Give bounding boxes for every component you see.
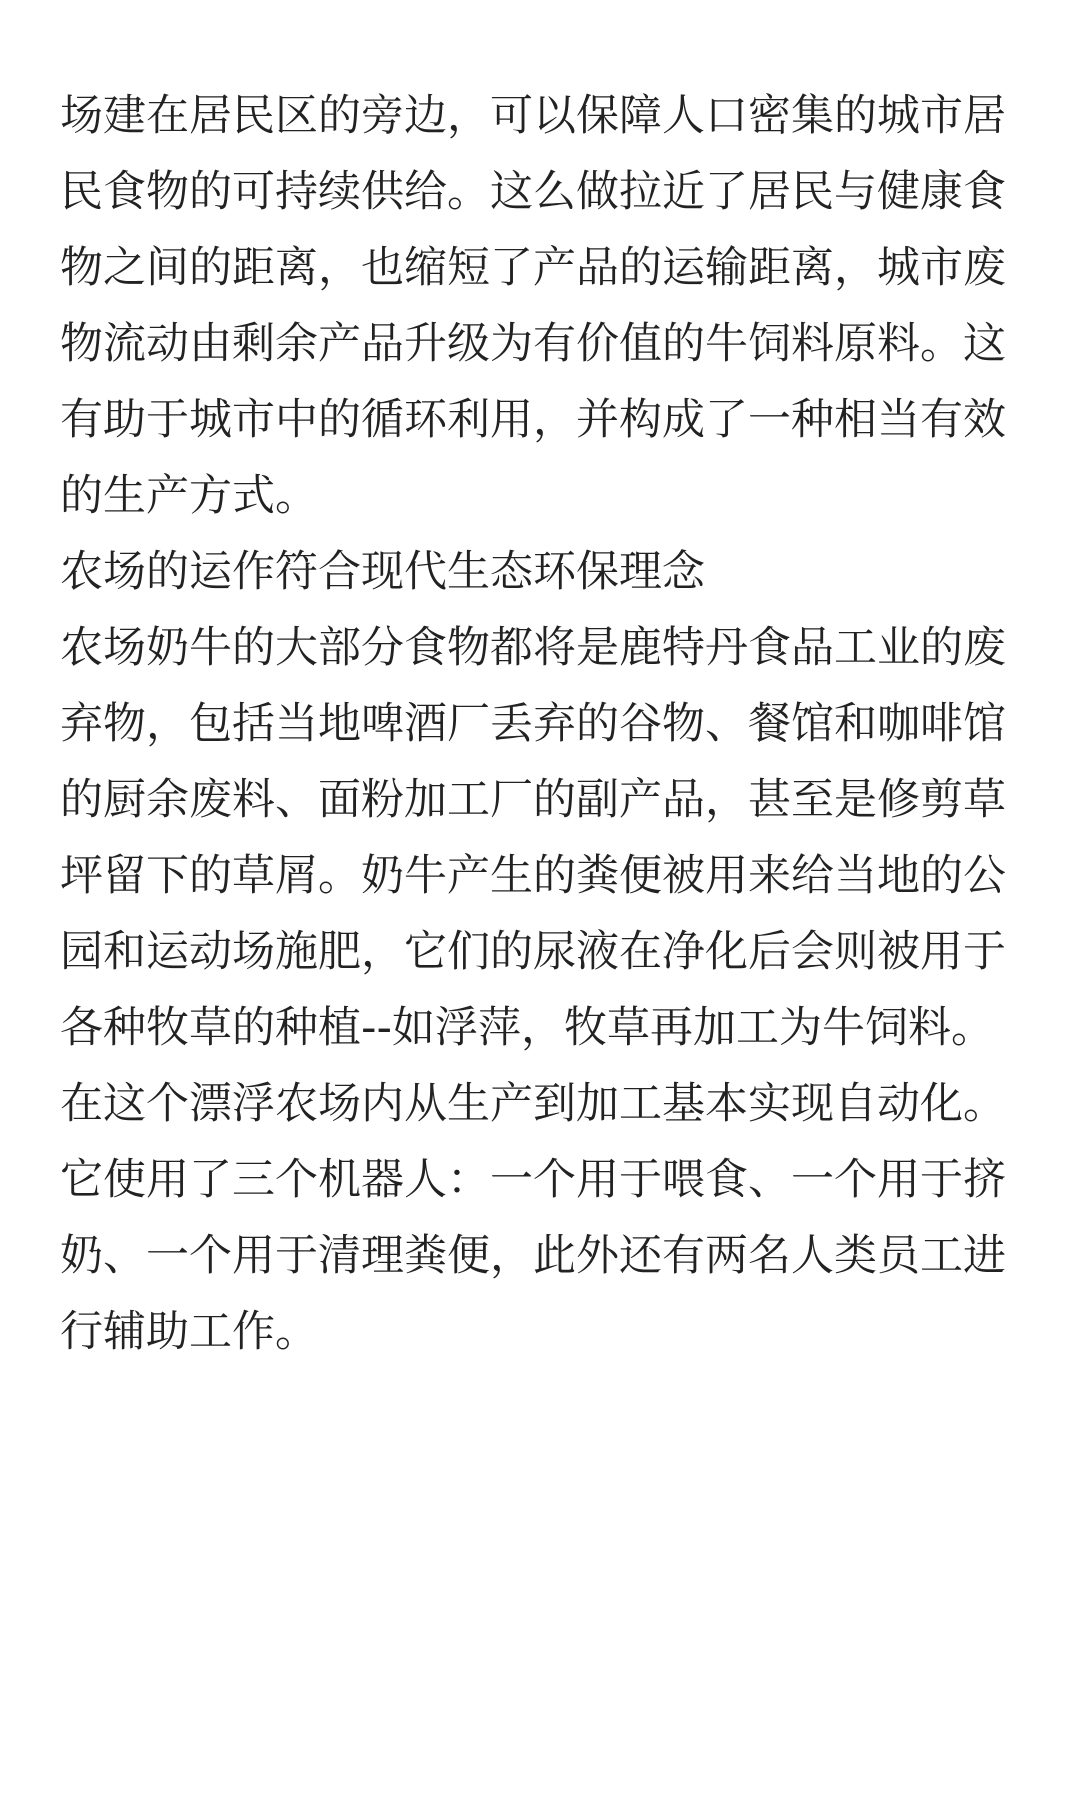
text-line: 物流动由剩余产品升级为有价值的牛饲料原料。这 <box>60 319 1006 369</box>
text-line: 各种牧草的种植--如浮萍，牧草再加工为牛饲料。 <box>60 1003 995 1053</box>
text-line: 坪留下的草屑。奶牛产生的粪便被用来给当地的公 <box>60 851 1006 901</box>
text-line: 奶、一个用于清理粪便，此外还有两名人类员工进 <box>60 1231 1006 1281</box>
text-line: 它使用了三个机器人：一个用于喂食、一个用于挤 <box>60 1155 1006 1205</box>
paragraph-urban-farm-benefits <box>60 78 1030 534</box>
section-heading: 农场的运作符合现代生态环保理念 <box>60 547 705 597</box>
text-line: 农场奶牛的大部分食物都将是鹿特丹食品工业的废 <box>60 623 1006 673</box>
text-line: 行辅助工作。 <box>60 1307 318 1357</box>
text-line: 园和运动场施肥，它们的尿液在净化后会则被用于 <box>60 927 1006 977</box>
text-line: 的生产方式。 <box>60 471 318 521</box>
paragraph-farm-operations <box>60 610 1030 1370</box>
text-line: 在这个漂浮农场内从生产到加工基本实现自动化。 <box>60 1079 1006 1129</box>
text-line: 弃物，包括当地啤酒厂丢弃的谷物、餐馆和咖啡馆 <box>60 699 1006 749</box>
text-line: 物之间的距离，也缩短了产品的运输距离，城市废 <box>60 243 1006 293</box>
article-body <box>60 78 1030 1370</box>
text-line: 的厨余废料、面粉加工厂的副产品，甚至是修剪草 <box>60 775 1006 825</box>
text-line: 场建在居民区的旁边，可以保障人口密集的城市居 <box>60 91 1006 141</box>
text-line: 民食物的可持续供给。这么做拉近了居民与健康食 <box>60 167 1006 217</box>
text-line: 有助于城市中的循环利用，并构成了一种相当有效 <box>60 395 1006 445</box>
